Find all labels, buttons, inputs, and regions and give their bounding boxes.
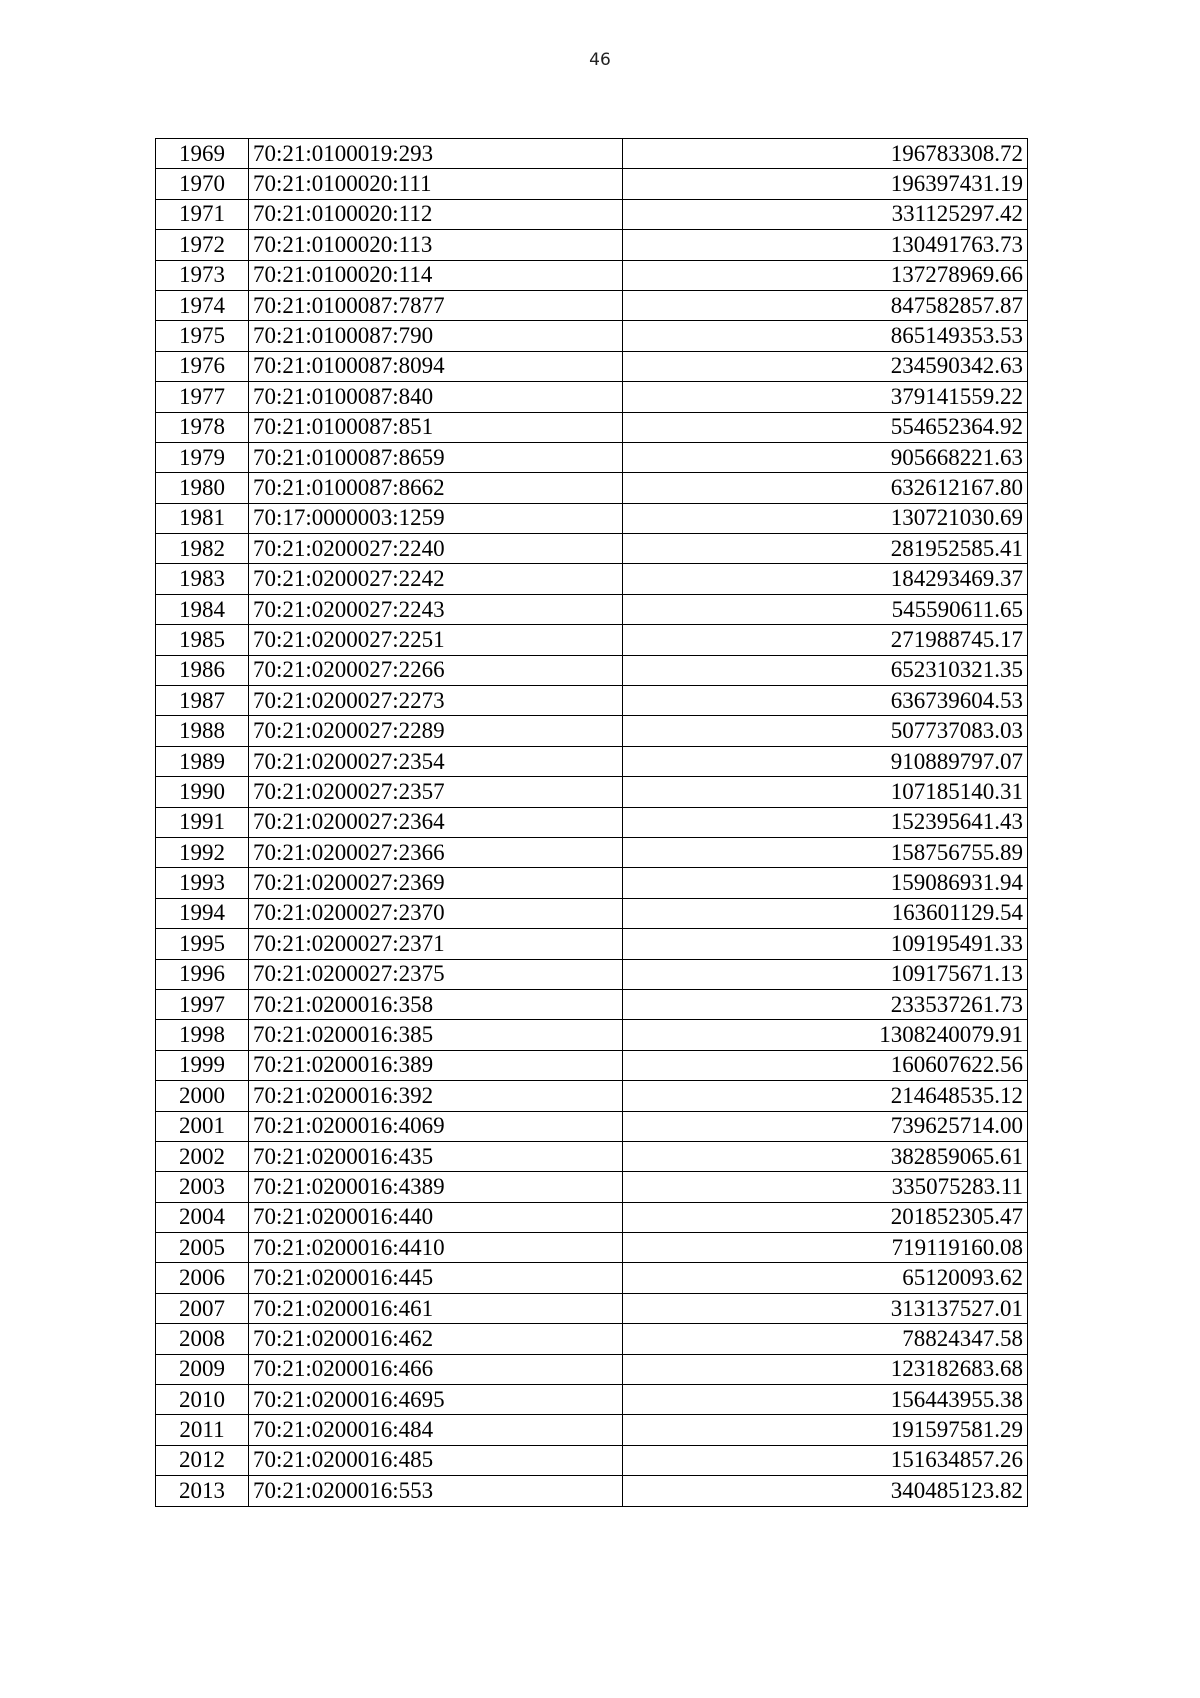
row-number-cell: 1986 (156, 655, 249, 685)
cadastral-value-cell: 156443955.38 (623, 1385, 1028, 1415)
cadastral-number-cell: 70:21:0100087:790 (249, 321, 623, 351)
cadastral-number-cell: 70:21:0200016:461 (249, 1293, 623, 1323)
cadastral-value-cell: 196397431.19 (623, 169, 1028, 199)
cadastral-value-cell: 158756755.89 (623, 837, 1028, 867)
cadastral-number-cell: 70:21:0200016:4069 (249, 1111, 623, 1141)
cadastral-number-cell: 70:21:0100020:111 (249, 169, 623, 199)
table-row (156, 1081, 1028, 1111)
row-number-cell: 1982 (156, 534, 249, 564)
cadastral-number-cell: 70:21:0100087:8094 (249, 351, 623, 381)
row-number-cell: 1998 (156, 1020, 249, 1050)
cadastral-value-cell: 152395641.43 (623, 807, 1028, 837)
cadastral-value-cell: 331125297.42 (623, 199, 1028, 229)
row-number-cell: 2010 (156, 1385, 249, 1415)
row-number-cell: 1988 (156, 716, 249, 746)
cadastral-number-cell: 70:21:0200027:2364 (249, 807, 623, 837)
row-number-cell: 1996 (156, 959, 249, 989)
row-number-cell: 1997 (156, 989, 249, 1019)
cadastral-number-cell: 70:21:0200027:2243 (249, 594, 623, 624)
cadastral-number-cell: 70:21:0100087:7877 (249, 290, 623, 320)
cadastral-number-cell: 70:21:0200016:484 (249, 1415, 623, 1445)
cadastral-number-cell: 70:21:0200027:2370 (249, 898, 623, 928)
table-row (156, 564, 1028, 594)
table-row (156, 412, 1028, 442)
cadastral-value-cell: 281952585.41 (623, 534, 1028, 564)
table-row (156, 807, 1028, 837)
cadastral-number-cell: 70:21:0200027:2366 (249, 837, 623, 867)
cadastral-value-cell: 130721030.69 (623, 503, 1028, 533)
table-row (156, 746, 1028, 776)
cadastral-number-cell: 70:21:0200027:2289 (249, 716, 623, 746)
table-row (156, 351, 1028, 381)
table-row (156, 1020, 1028, 1050)
cadastral-number-cell: 70:21:0200016:4389 (249, 1172, 623, 1202)
row-number-cell: 1979 (156, 442, 249, 472)
table-row (156, 1202, 1028, 1232)
row-number-cell: 1994 (156, 898, 249, 928)
cadastral-number-cell: 70:21:0100087:8659 (249, 442, 623, 472)
table-row (156, 1111, 1028, 1141)
cadastral-value-cell: 214648535.12 (623, 1081, 1028, 1111)
table-row (156, 382, 1028, 412)
cadastral-value-cell: 191597581.29 (623, 1415, 1028, 1445)
cadastral-value-cell: 196783308.72 (623, 139, 1028, 169)
table-row (156, 230, 1028, 260)
cadastral-number-cell: 70:21:0200016:4695 (249, 1385, 623, 1415)
cadastral-number-cell: 70:21:0200016:4410 (249, 1233, 623, 1263)
table-row (156, 1385, 1028, 1415)
cadastral-value-cell: 382859065.61 (623, 1141, 1028, 1171)
cadastral-value-cell: 910889797.07 (623, 746, 1028, 776)
cadastral-number-cell: 70:21:0200016:466 (249, 1354, 623, 1384)
cadastral-number-cell: 70:21:0100020:114 (249, 260, 623, 290)
cadastral-value-cell: 652310321.35 (623, 655, 1028, 685)
cadastral-value-cell: 636739604.53 (623, 686, 1028, 716)
table-row (156, 473, 1028, 503)
cadastral-value-cell: 1308240079.91 (623, 1020, 1028, 1050)
cadastral-number-cell: 70:21:0200016:440 (249, 1202, 623, 1232)
table-row (156, 199, 1028, 229)
row-number-cell: 2004 (156, 1202, 249, 1232)
table-row (156, 989, 1028, 1019)
table-row (156, 898, 1028, 928)
table-row (156, 655, 1028, 685)
table-row (156, 534, 1028, 564)
cadastral-value-cell: 151634857.26 (623, 1445, 1028, 1475)
cadastral-value-cell: 163601129.54 (623, 898, 1028, 928)
row-number-cell: 1973 (156, 260, 249, 290)
row-number-cell: 1984 (156, 594, 249, 624)
cadastral-number-cell: 70:21:0100020:113 (249, 230, 623, 260)
cadastral-number-cell: 70:21:0200016:385 (249, 1020, 623, 1050)
row-number-cell: 1985 (156, 625, 249, 655)
cadastral-value-cell: 545590611.65 (623, 594, 1028, 624)
cadastral-value-cell: 160607622.56 (623, 1050, 1028, 1080)
table-body (156, 139, 1028, 1507)
table-row (156, 959, 1028, 989)
row-number-cell: 1990 (156, 777, 249, 807)
table-row (156, 1233, 1028, 1263)
table-row (156, 1263, 1028, 1293)
row-number-cell: 2006 (156, 1263, 249, 1293)
cadastral-value-cell: 554652364.92 (623, 412, 1028, 442)
cadastral-number-cell: 70:21:0200027:2273 (249, 686, 623, 716)
table-row (156, 1050, 1028, 1080)
cadastral-number-cell: 70:21:0100020:112 (249, 199, 623, 229)
cadastral-value-cell: 905668221.63 (623, 442, 1028, 472)
cadastral-value-cell: 159086931.94 (623, 868, 1028, 898)
cadastral-value-cell: 507737083.03 (623, 716, 1028, 746)
cadastral-number-cell: 70:17:0000003:1259 (249, 503, 623, 533)
cadastral-value-cell: 123182683.68 (623, 1354, 1028, 1384)
row-number-cell: 1993 (156, 868, 249, 898)
table-row (156, 625, 1028, 655)
table-row (156, 1172, 1028, 1202)
row-number-cell: 1991 (156, 807, 249, 837)
row-number-cell: 1977 (156, 382, 249, 412)
cadastral-value-cell: 234590342.63 (623, 351, 1028, 381)
cadastral-value-cell: 335075283.11 (623, 1172, 1028, 1202)
table-row (156, 1354, 1028, 1384)
row-number-cell: 1987 (156, 686, 249, 716)
row-number-cell: 2000 (156, 1081, 249, 1111)
row-number-cell: 1983 (156, 564, 249, 594)
cadastral-number-cell: 70:21:0200027:2251 (249, 625, 623, 655)
cadastral-value-cell: 865149353.53 (623, 321, 1028, 351)
row-number-cell: 2005 (156, 1233, 249, 1263)
cadastral-value-cell: 719119160.08 (623, 1233, 1028, 1263)
cadastral-value-cell: 271988745.17 (623, 625, 1028, 655)
row-number-cell: 1972 (156, 230, 249, 260)
row-number-cell: 1995 (156, 929, 249, 959)
row-number-cell: 1974 (156, 290, 249, 320)
table-row (156, 594, 1028, 624)
table-row (156, 1415, 1028, 1445)
cadastral-number-cell: 70:21:0200027:2354 (249, 746, 623, 776)
cadastral-number-cell: 70:21:0200016:553 (249, 1476, 623, 1506)
row-number-cell: 2003 (156, 1172, 249, 1202)
table-row (156, 716, 1028, 746)
table-row (156, 1141, 1028, 1171)
cadastral-value-cell: 632612167.80 (623, 473, 1028, 503)
table-row (156, 837, 1028, 867)
row-number-cell: 2012 (156, 1445, 249, 1475)
table-row (156, 929, 1028, 959)
table-row (156, 503, 1028, 533)
cadastral-value-cell: 107185140.31 (623, 777, 1028, 807)
cadastral-number-cell: 70:21:0200016:462 (249, 1324, 623, 1354)
cadastral-number-cell: 70:21:0200027:2242 (249, 564, 623, 594)
cadastral-number-cell: 70:21:0100087:851 (249, 412, 623, 442)
cadastral-value-cell: 109195491.33 (623, 929, 1028, 959)
cadastral-value-table (155, 138, 1028, 1507)
row-number-cell: 1969 (156, 139, 249, 169)
cadastral-value-cell: 313137527.01 (623, 1293, 1028, 1323)
row-number-cell: 2002 (156, 1141, 249, 1171)
cadastral-value-cell: 739625714.00 (623, 1111, 1028, 1141)
table-row (156, 1324, 1028, 1354)
cadastral-value-cell: 184293469.37 (623, 564, 1028, 594)
cadastral-number-cell: 70:21:0200027:2240 (249, 534, 623, 564)
cadastral-value-cell: 233537261.73 (623, 989, 1028, 1019)
table-row (156, 321, 1028, 351)
table-row (156, 169, 1028, 199)
row-number-cell: 2009 (156, 1354, 249, 1384)
page-number: 46 (589, 50, 611, 70)
row-number-cell: 1980 (156, 473, 249, 503)
row-number-cell: 2013 (156, 1476, 249, 1506)
table-row (156, 1476, 1028, 1506)
row-number-cell: 1970 (156, 169, 249, 199)
cadastral-number-cell: 70:21:0200027:2369 (249, 868, 623, 898)
row-number-cell: 1999 (156, 1050, 249, 1080)
table-row (156, 260, 1028, 290)
table-row (156, 868, 1028, 898)
cadastral-number-cell: 70:21:0200016:358 (249, 989, 623, 1019)
table-row (156, 442, 1028, 472)
cadastral-value-cell: 130491763.73 (623, 230, 1028, 260)
cadastral-number-cell: 70:21:0200016:389 (249, 1050, 623, 1080)
cadastral-number-cell: 70:21:0100087:840 (249, 382, 623, 412)
table-row (156, 139, 1028, 169)
cadastral-value-cell: 340485123.82 (623, 1476, 1028, 1506)
row-number-cell: 2008 (156, 1324, 249, 1354)
table-row (156, 1293, 1028, 1323)
cadastral-number-cell: 70:21:0100019:293 (249, 139, 623, 169)
cadastral-number-cell: 70:21:0200016:485 (249, 1445, 623, 1475)
cadastral-value-cell: 137278969.66 (623, 260, 1028, 290)
row-number-cell: 2001 (156, 1111, 249, 1141)
table-row (156, 686, 1028, 716)
row-number-cell: 1992 (156, 837, 249, 867)
table-row (156, 777, 1028, 807)
cadastral-value-cell: 201852305.47 (623, 1202, 1028, 1232)
row-number-cell: 1971 (156, 199, 249, 229)
cadastral-number-cell: 70:21:0200027:2371 (249, 929, 623, 959)
table-row (156, 1445, 1028, 1475)
cadastral-value-cell: 379141559.22 (623, 382, 1028, 412)
row-number-cell: 1976 (156, 351, 249, 381)
table-row (156, 290, 1028, 320)
cadastral-value-cell: 78824347.58 (623, 1324, 1028, 1354)
cadastral-number-cell: 70:21:0200027:2266 (249, 655, 623, 685)
row-number-cell: 1978 (156, 412, 249, 442)
cadastral-value-cell: 847582857.87 (623, 290, 1028, 320)
cadastral-value-cell: 65120093.62 (623, 1263, 1028, 1293)
row-number-cell: 2011 (156, 1415, 249, 1445)
row-number-cell: 1975 (156, 321, 249, 351)
cadastral-value-cell: 109175671.13 (623, 959, 1028, 989)
cadastral-number-cell: 70:21:0200027:2357 (249, 777, 623, 807)
row-number-cell: 1981 (156, 503, 249, 533)
row-number-cell: 1989 (156, 746, 249, 776)
cadastral-number-cell: 70:21:0200016:435 (249, 1141, 623, 1171)
cadastral-number-cell: 70:21:0200027:2375 (249, 959, 623, 989)
cadastral-number-cell: 70:21:0200016:392 (249, 1081, 623, 1111)
row-number-cell: 2007 (156, 1293, 249, 1323)
cadastral-number-cell: 70:21:0100087:8662 (249, 473, 623, 503)
cadastral-number-cell: 70:21:0200016:445 (249, 1263, 623, 1293)
